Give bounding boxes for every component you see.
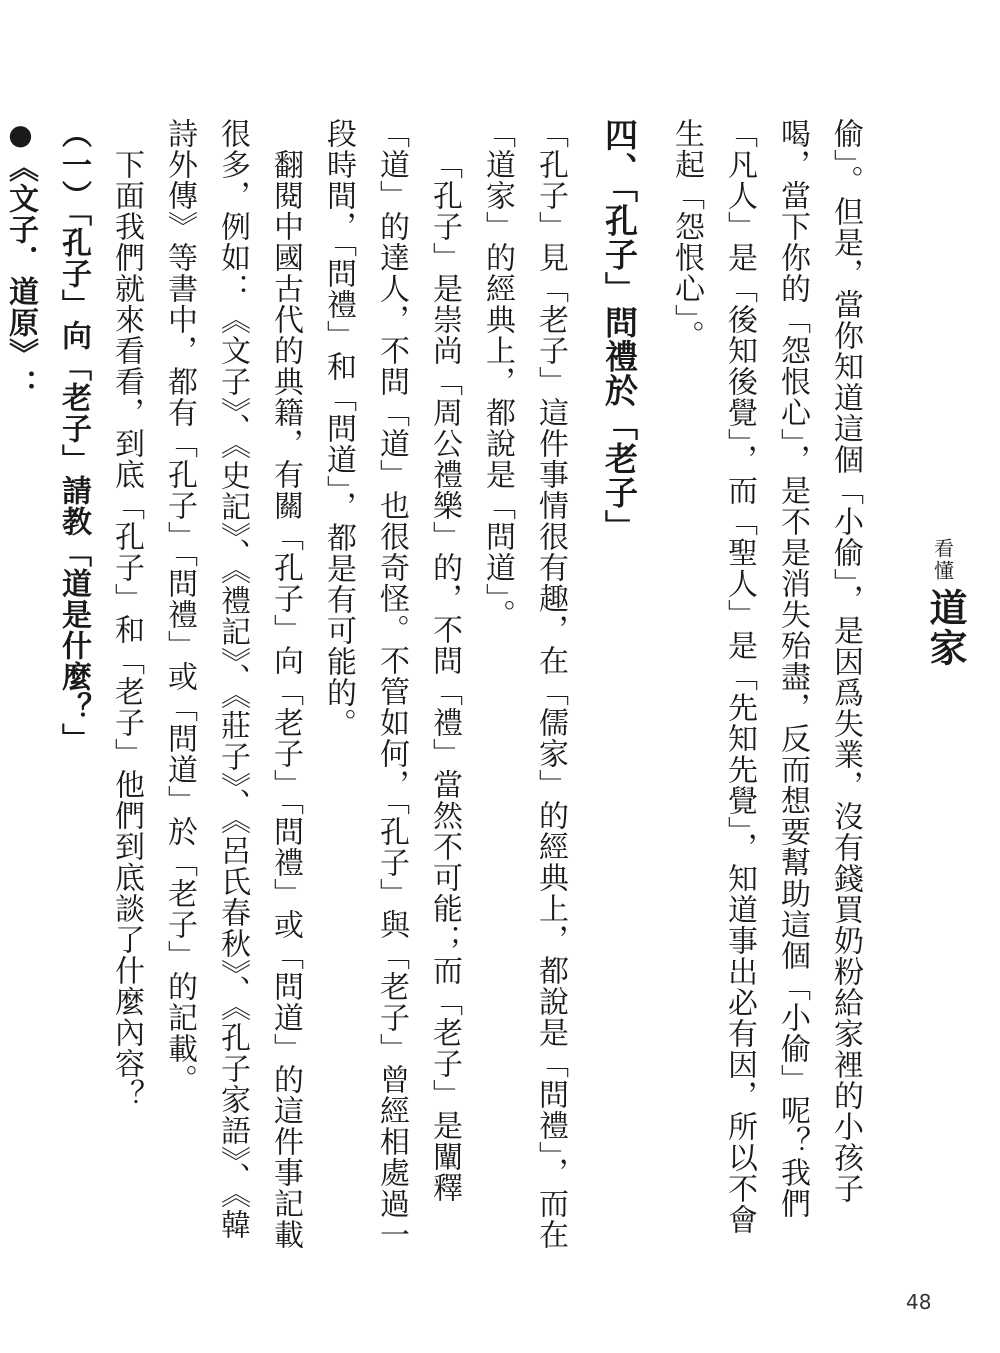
paragraph: 翻閱中國古代的典籍，有關「孔子」向「老子」「問禮」或「問道」的這件事記載很多，例如：《文子》、《史記》、《禮記》、《莊子》、《呂氏春秋》、《孔子家語》、《韓詩外傳》等書中，都有「孔子」「問禮」或「問道」於「老子」的記載。 [162,118,303,1250]
bullet-icon: ● [4,118,37,152]
paragraph-continued: 偷」。但是，當你知道這個「小偷」，是因爲失業，沒有錢買奶粉給家裡的小孩子喝，當下你的「怨恨心」，是不是消失殆盡，反而想要幫助這個「小偷」呢？我們「凡人」是「後知後覺」，而「聖人」是「先知先覺」，知道事出必有因，所以不會生起「怨恨心」。 [669,118,863,1235]
vertical-text-body [3,118,872,1253]
paragraph: 下面我們就來看看，到底「孔子」和「老子」他們到底談了什麼內容？ [109,149,144,1110]
running-header [918,538,968,672]
section-heading: 四、「孔子」問禮於「老子」 [600,118,639,544]
source-title: 《文子．道原》： [3,152,38,400]
subsection-heading: （一）「孔子」向「老子」請教「道是什麼？」 [56,118,91,754]
book-title-large: 道家 [923,588,968,668]
paragraph: 「孔子」見「老子」這件事情很有趣，在「儒家」的經典上，都說是「問禮」，而在「道家」的經典上，都說是「問道」。 [480,118,568,1250]
book-title-small: 看懂 [930,538,955,582]
source-line [0,118,47,1253]
page-number: 48 [906,1290,932,1314]
paragraph: 「孔子」是崇尚「周公禮樂」的，不問「禮」當然不可能；而「老子」是闡釋「道」的達人，不問「道」也很奇怪。不管如何，「孔子」與「老子」曾經相處過一段時間，「問禮」和「問道」，都是有可能的。 [321,118,462,1250]
